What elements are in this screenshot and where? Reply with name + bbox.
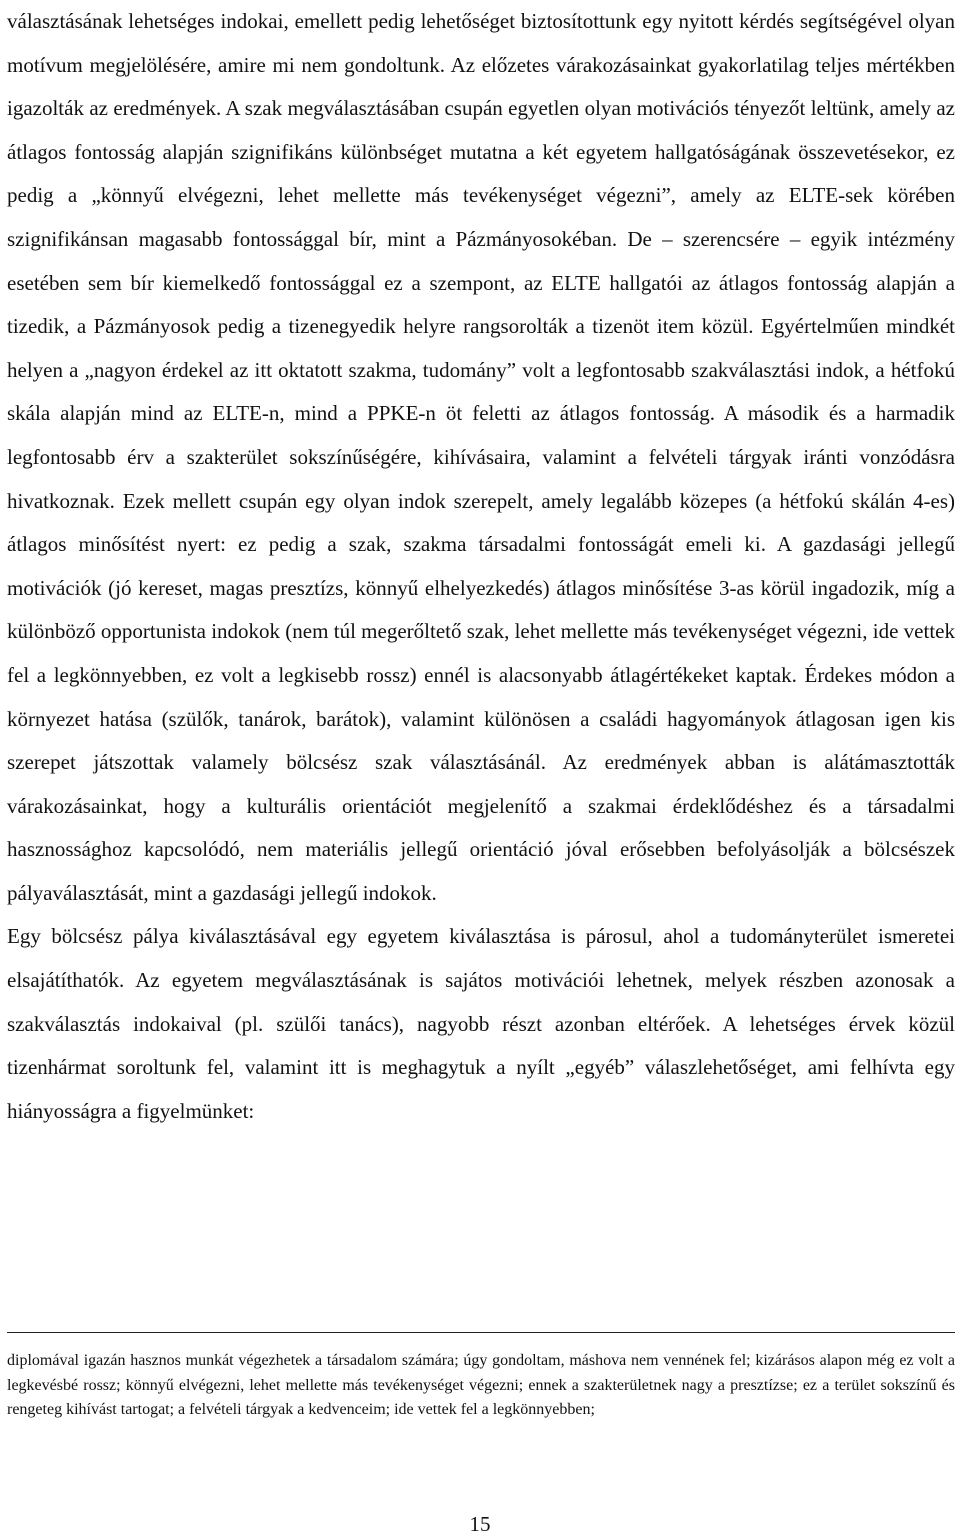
- paragraph-2: Egy bölcsész pálya kiválasztásával egy egyetem kiválasztása is párosul, ahol a tudományterület ismeretei elsajátíthatók. Az egyetem megválasztásának is sajátos motivációi lehetnek, melyek részben azonosak a szakválasztás indokaival (pl. szülői tanács), nagyobb részt azonban eltérőek. A lehetséges érvek közül tizenhármat soroltunk fel, valamint itt is meghagytuk a nyílt „egyéb” válaszlehetőséget, ami felhívta egy hiányosságra a figyelmünket:: [7, 924, 955, 1123]
- footnote-section: [7, 1349, 955, 1423]
- footnote-divider: [7, 1332, 955, 1333]
- paragraph-1: választásának lehetséges indokai, emellett pedig lehetőséget biztosítottunk egy nyitott kérdés segítségével olyan motívum megjelölésére, amire mi nem gondoltunk. Az előzetes várakozásainkat gyakorlatilag teljes mértékben igazolták az eredmények. A szak megválasztásában csupán egyetlen olyan motivációs tényezőt leltünk, amely az átlagos fontosság alapján szignifikáns különbséget mutatna a két egyetem hallgatóságának összevetésekor, ez pedig a „könnyű elvégezni, lehet mellette más tevékenységet végezni”, amely az ELTE-sek körében szignifikánsan magasabb fontossággal bír, mint a Pázmányosokéban. De – szerencsére – egyik intézmény esetében sem bír kiemelkedő fontossággal ez a szempont, az ELTE hallgatói az átlagos fontosság alapján a tizedik, a Pázmányosok pedig a tizenegyedik helyre rangsorolták a tizenöt item közül. Egyértelműen mindkét helyen a „nagyon érdekel az itt oktatott szakma, tudomány” volt a legfontosabb szakválasztási indok, a hétfokú skála alapján mind az ELTE-n, mind a PPKE-n öt feletti az átlagos fontosság. A második és a harmadik legfontosabb érv a szakterület sokszínűségére, kihívásaira, valamint a felvételi tárgyak iránti vonzódásra hivatkoznak. Ezek mellett csupán egy olyan indok szerepelt, amely legalább közepes (a hétfokú skálán 4-es) átlagos minősítést nyert: ez pedig a szak, szakma társadalmi fontosságát emeli ki. A gazdasági jellegű motivációk (jó kereset, magas presztízs, könnyű elhelyezkedés) átlagos minősítése 3-as körül ingadozik, míg a különböző opportunista indokok (nem túl megerőltető szak, lehet mellette más tevékenységet végezni, ide vettek fel a legkönnyebben, ez volt a legkisebb rossz) ennél is alacsonyabb átlagértékeket kaptak. Érdekes módon a környezet hatása (szülők, tanárok, barátok), valamint különösen a családi hagyományok átlagosan igen kis szerepet játszottak valamely bölcsész szak választásánál. Az eredmények abban is alátámasztották várakozásainkat, hogy a kulturális orientációt megjelenítő a szakmai érdeklődéshez és a társadalmi hasznossághoz kapcsolódó, nem materiális jellegű orientáció jóval erősebben befolyásolják a bölcsészek pályaválasztását, mint a gazdasági jellegű indokok.: [7, 9, 955, 905]
- footnote-text: diplomával igazán hasznos munkát végezhetek a társadalom számára; úgy gondoltam, máshova nem vennének fel; kizárásos alapon még ez volt a legkevésbé rossz; könnyű elvégezni, lehet mellette más tevékenységet végezni; ennek a szakterületnek nagy a presztízse; ez a terület sokszínű és rengeteg kihívást tartogat; a felvételi tárgyak a kedvenceim; ide vettek fel a legkönnyebben;: [7, 1352, 955, 1418]
- body-text: [7, 0, 955, 1133]
- page-number: 15: [469, 1512, 491, 1536]
